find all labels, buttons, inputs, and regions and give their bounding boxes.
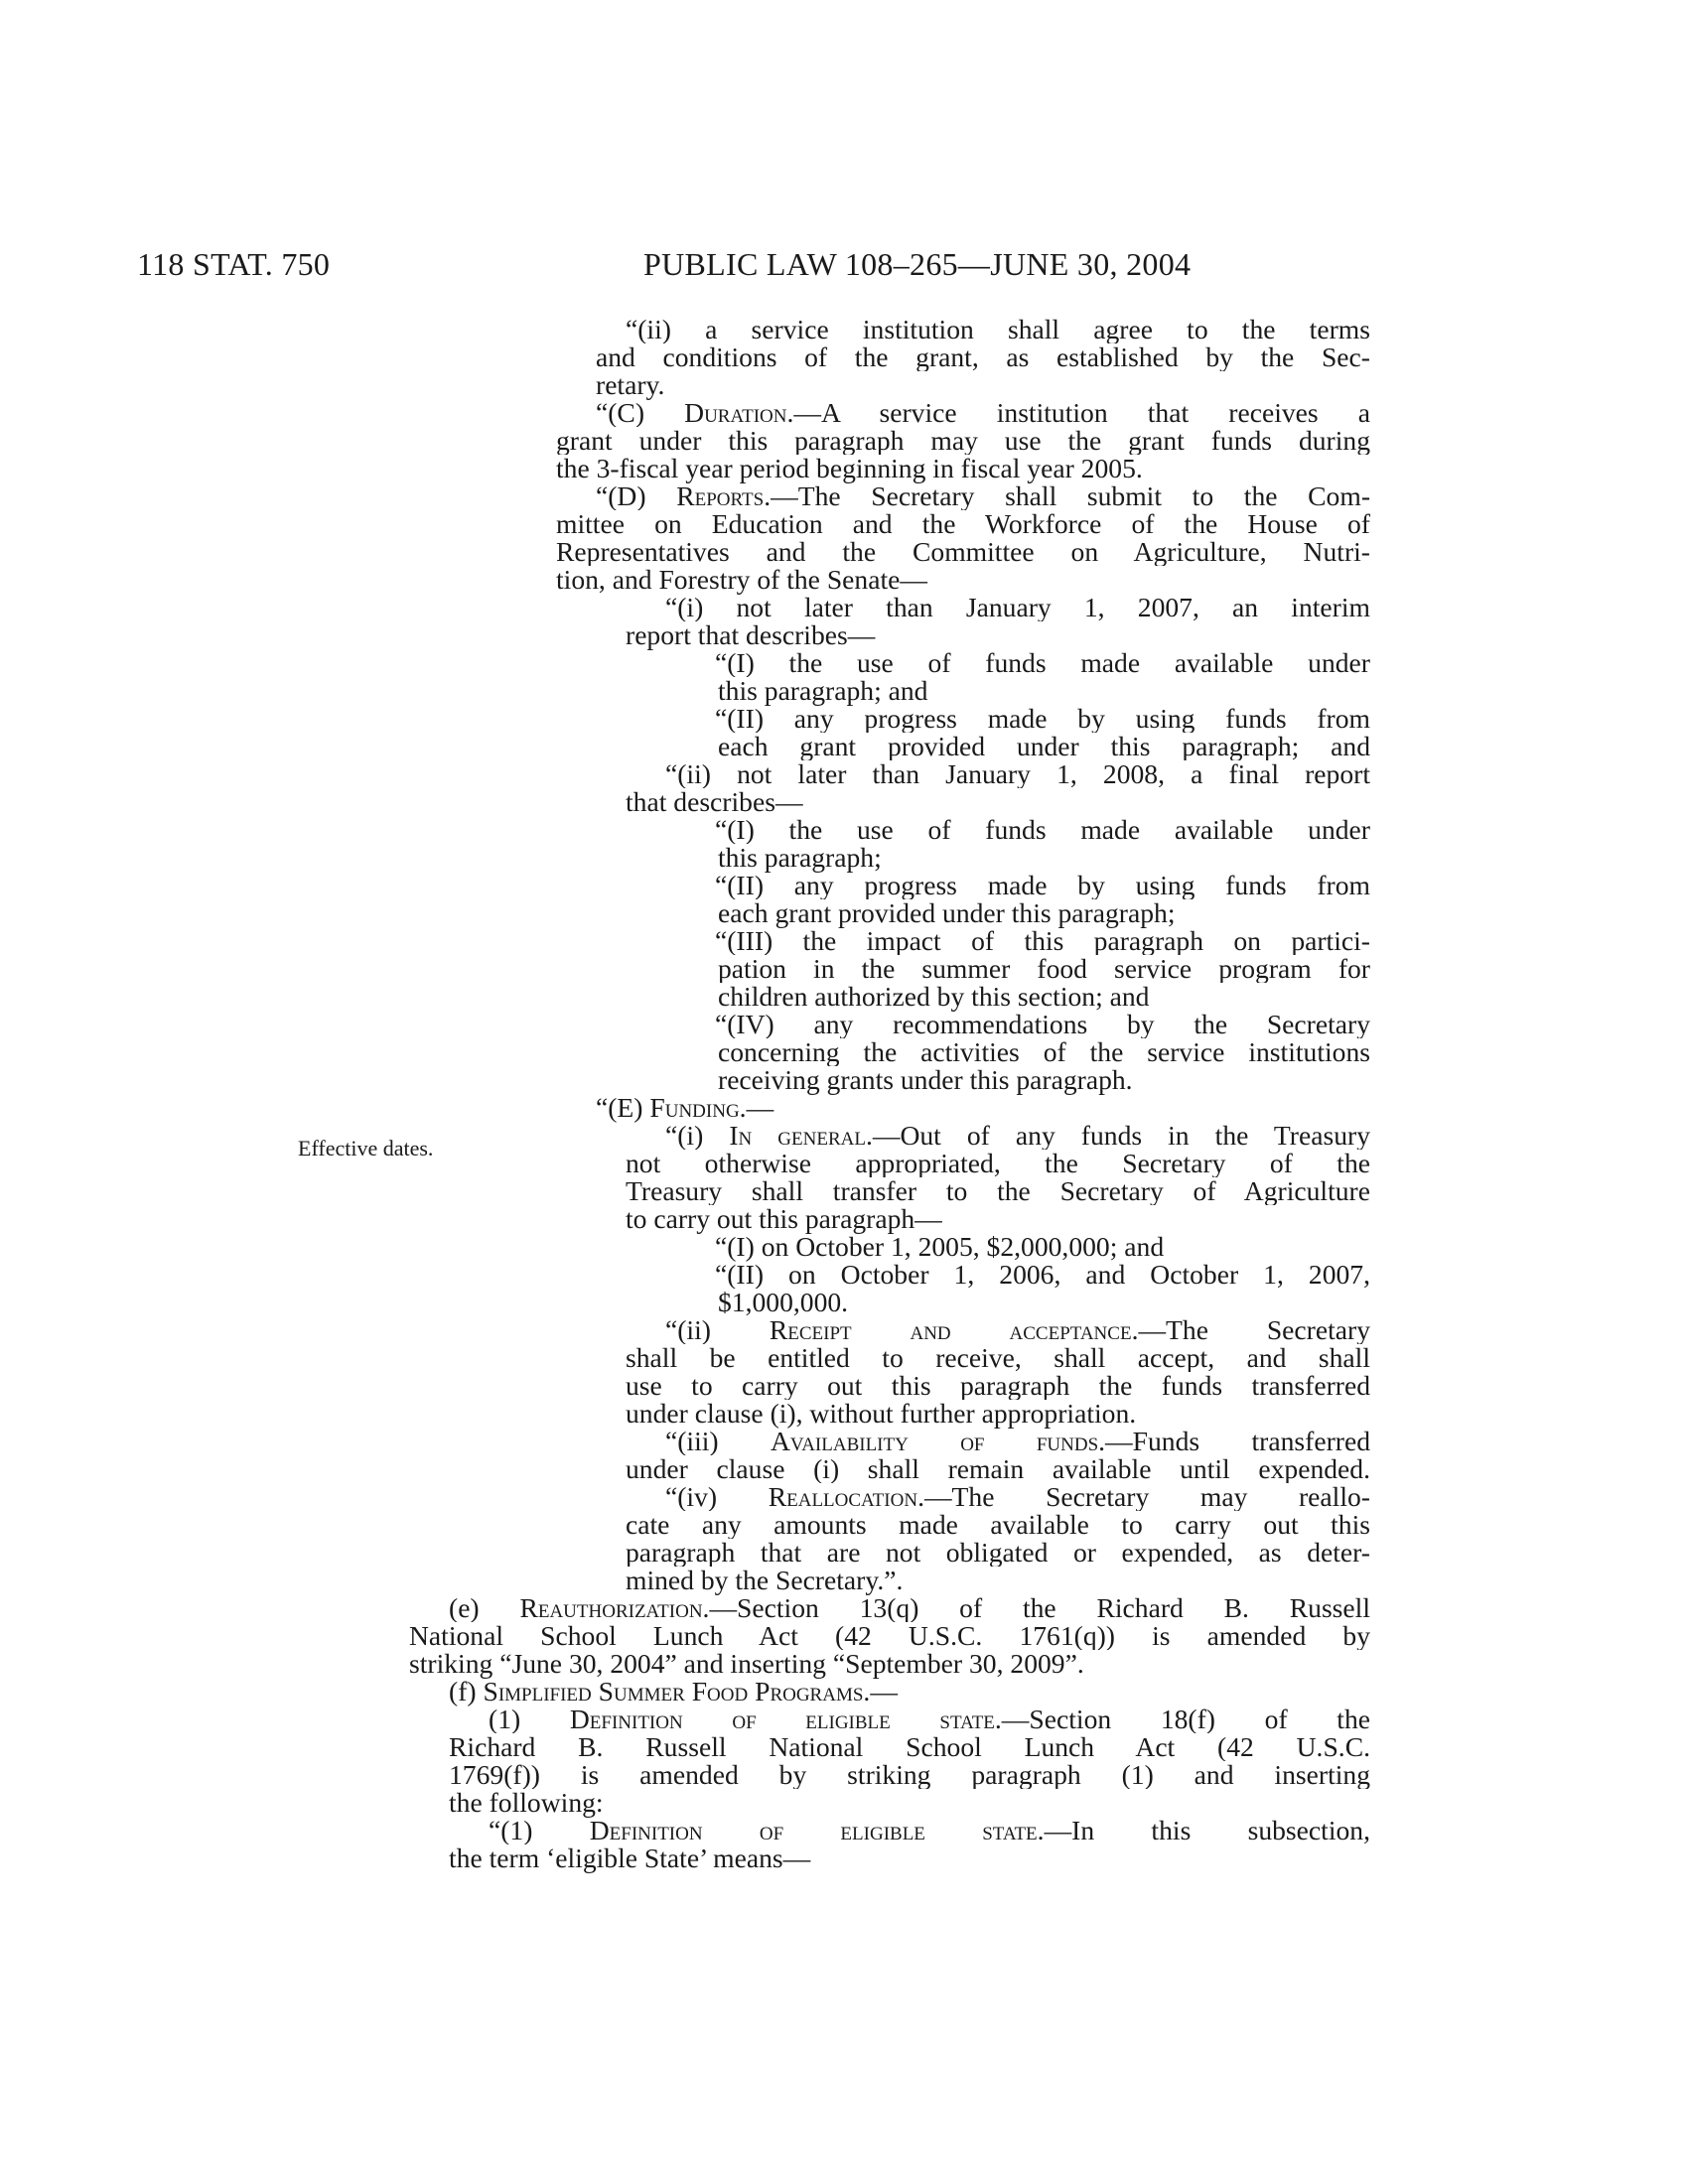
text-line: children authorized by this section; and [718, 981, 1150, 1012]
text-line: grant under this paragraph may use the grant funds during [556, 427, 1370, 455]
text-line: Representatives and the Committee on Agriculture, Nutri- [556, 538, 1370, 566]
text-line: “(iv) Reallocation.—The Secretary may reallo- [665, 1483, 1370, 1511]
text-line: to carry out this paragraph— [626, 1203, 942, 1234]
text-line: and conditions of the grant, as established by the Sec- [596, 343, 1370, 371]
text-line: each grant provided under this paragraph; and [718, 733, 1370, 760]
heading-smallcaps: Definition of eligible state [589, 1817, 1038, 1844]
text-line: “(II) on October 1, 2006, and October 1, 2007, [715, 1261, 1370, 1289]
text-line: each grant provided under this paragraph; [718, 897, 1176, 928]
text-line: striking “June 30, 2004” and inserting “September 30, 2009”. [409, 1648, 1084, 1679]
text-line: “(II) any progress made by using funds from [715, 872, 1370, 899]
text-line: mittee on Education and the Workforce of the House of [556, 510, 1370, 538]
running-title: PUBLIC LAW 108–265—JUNE 30, 2004 [643, 246, 1192, 282]
text-line: (1) Definition of eligible state.—Section 18(f) of the [489, 1706, 1370, 1733]
text-line: report that describes— [626, 619, 876, 650]
text-line: the term ‘eligible State’ means— [449, 1843, 811, 1873]
text-line: “(I) on October 1, 2005, $2,000,000; and [715, 1231, 1165, 1262]
text-line: (f) Simplified Summer Food Programs.— [449, 1676, 898, 1706]
text-line: under clause (i) shall remain available until expended. [626, 1455, 1370, 1483]
text-line: shall be entitled to receive, shall accept, and shall [626, 1344, 1370, 1372]
text-line: “(ii) not later than January 1, 2008, a final report [665, 760, 1370, 788]
text-line: “(I) the use of funds made available under [715, 649, 1370, 677]
text-line: “(1) Definition of eligible state.—In this subsection, [489, 1817, 1370, 1844]
text-line: “(III) the impact of this paragraph on partici- [715, 927, 1370, 955]
heading-smallcaps: Reallocation [768, 1483, 918, 1511]
text-line: Richard B. Russell National School Lunch Act (42 U.S.C. [449, 1733, 1370, 1761]
heading-smallcaps: In general [729, 1122, 866, 1150]
text-line: “(E) Funding.— [596, 1092, 774, 1123]
text-line: National School Lunch Act (42 U.S.C. 1761(q)) is amended by [409, 1622, 1370, 1650]
heading-smallcaps: Receipt and acceptance [769, 1316, 1132, 1344]
text-line: concerning the activities of the service institutions [718, 1038, 1370, 1066]
text-line: “(iii) Availability of funds.—Funds transferred [665, 1428, 1370, 1455]
text-line: this paragraph; and [718, 675, 928, 706]
text-line: 1769(f)) is amended by striking paragraph (1) and inserting [449, 1761, 1370, 1789]
text-line: “(C) Duration.—A service institution that receives a [596, 399, 1370, 427]
text-line: “(i) not later than January 1, 2007, an interim [665, 594, 1370, 621]
text-line: the 3-fiscal year period beginning in fiscal year 2005. [556, 453, 1143, 483]
statute-text [409, 316, 1370, 1873]
text-line: “(D) Reports.—The Secretary shall submit to the Com- [596, 482, 1370, 510]
text-line: “(IV) any recommendations by the Secretary [715, 1011, 1370, 1038]
page-stat-number: 118 STAT. 750 [137, 246, 331, 282]
text-line: “(ii) Receipt and acceptance.—The Secretary [665, 1316, 1370, 1344]
text-line: Treasury shall transfer to the Secretary of Agriculture [626, 1177, 1370, 1205]
heading-smallcaps: Definition of eligible state [569, 1706, 995, 1733]
text-line: “(i) In general.—Out of any funds in the Treasury [665, 1122, 1370, 1150]
text-line: use to carry out this paragraph the funds transferred [626, 1372, 1370, 1400]
heading-smallcaps: Simplified Summer Food Programs [483, 1676, 864, 1706]
text-line: under clause (i), without further appropriation. [626, 1398, 1137, 1429]
text-line: $1,000,000. [718, 1287, 849, 1317]
text-line: the following: [449, 1787, 604, 1818]
text-line: cate any amounts made available to carry out this [626, 1511, 1370, 1539]
margin-note-effective-dates: Effective dates. [298, 1136, 434, 1160]
text-line: retary. [596, 369, 665, 400]
text-line: “(ii) a service institution shall agree to the terms [626, 316, 1370, 343]
text-line: that describes— [626, 786, 803, 817]
heading-smallcaps: Duration [684, 399, 787, 427]
text-line: “(I) the use of funds made available under [715, 816, 1370, 844]
text-line: mined by the Secretary.”. [626, 1565, 904, 1595]
text-line: not otherwise appropriated, the Secretary of the [626, 1150, 1370, 1177]
text-line: pation in the summer food service program for [718, 955, 1370, 983]
heading-smallcaps: Availability of funds [771, 1428, 1099, 1455]
text-line: “(II) any progress made by using funds from [715, 705, 1370, 733]
text-line: paragraph that are not obligated or expended, as deter- [626, 1539, 1370, 1567]
text-line: tion, and Forestry of the Senate— [556, 564, 927, 595]
heading-smallcaps: Reports [676, 482, 765, 510]
text-line: (e) Reauthorization.—Section 13(q) of the Richard B. Russell [449, 1594, 1370, 1622]
text-line: receiving grants under this paragraph. [718, 1064, 1133, 1095]
text-line: this paragraph; [718, 842, 882, 873]
heading-smallcaps: Funding [649, 1092, 740, 1123]
heading-smallcaps: Reauthorization [519, 1594, 703, 1622]
